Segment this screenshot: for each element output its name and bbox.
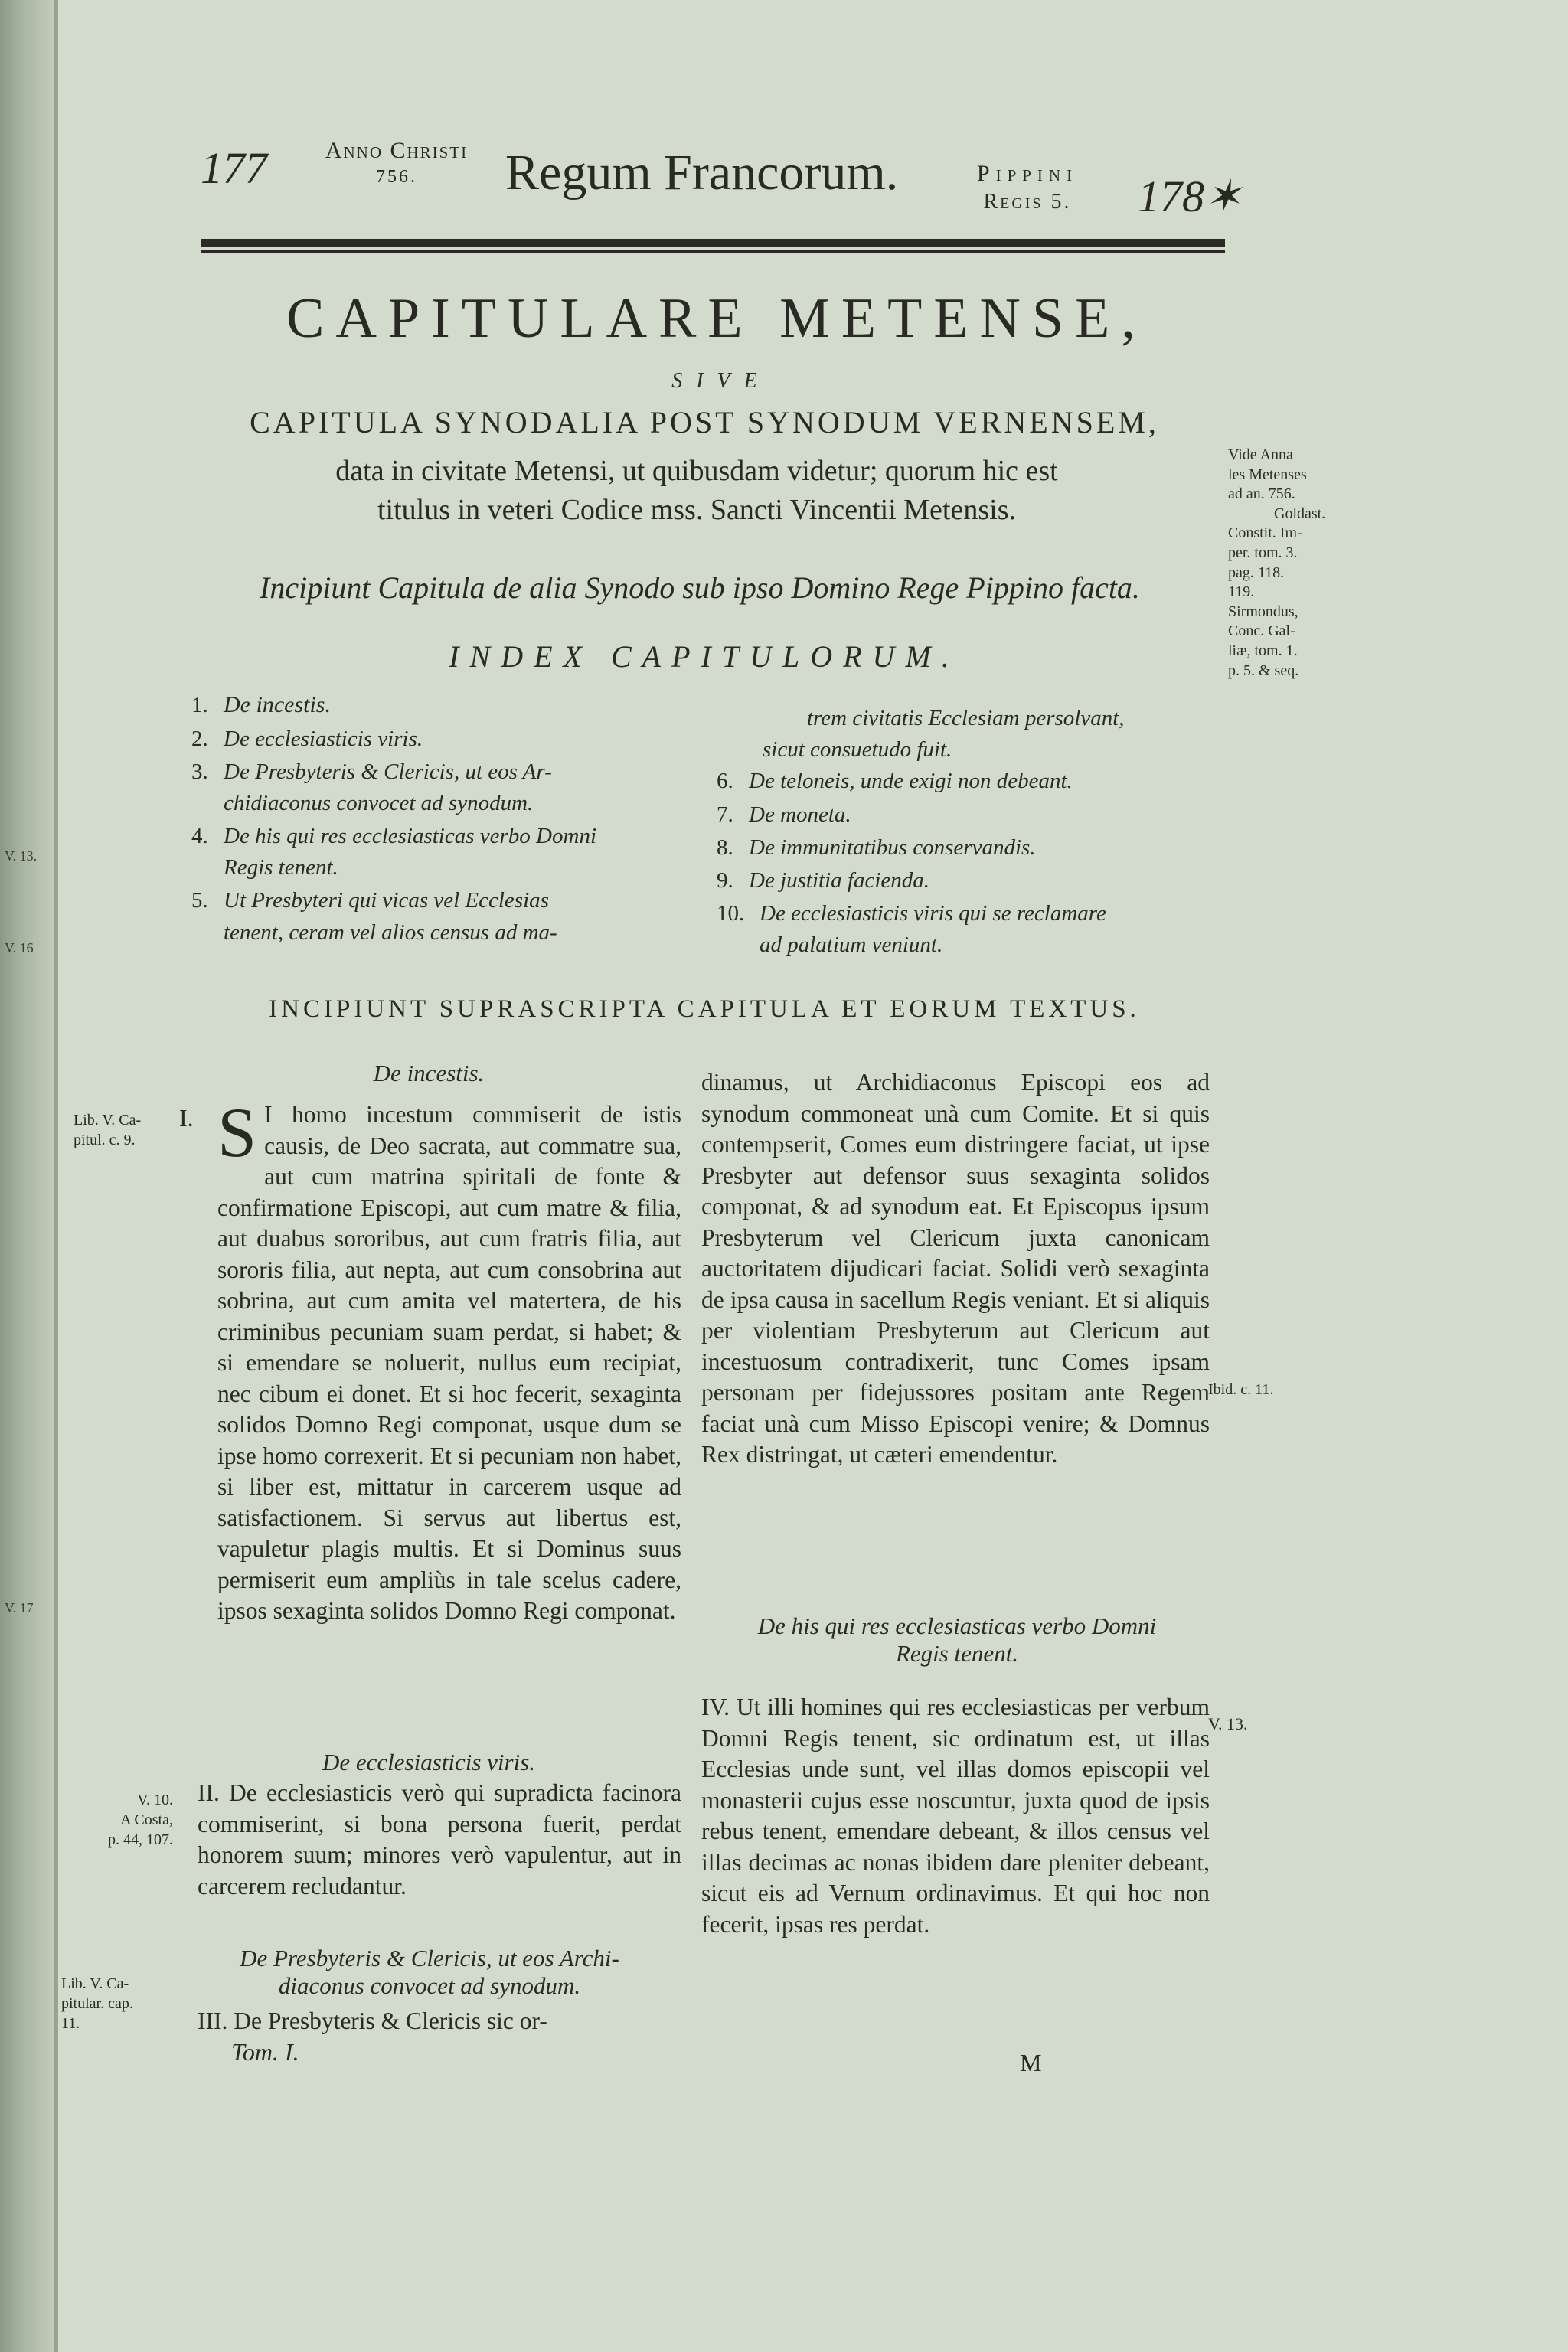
side-note-line: Sirmondus,	[1228, 603, 1298, 620]
margin-note	[74, 1790, 173, 1850]
chapter-2-text: II. De ecclesiasticis verò qui supradicta facinora commiserint, si bona persona fuerit, perdat honorem suum; minores verò vapulentur, aut in carcerem recludantur.	[198, 1779, 681, 1900]
index-number: 6.	[717, 769, 733, 794]
sive: SIVE	[671, 369, 771, 393]
index-text: De incestis.	[224, 692, 331, 717]
side-note-line: liæ, tom. 1.	[1228, 642, 1298, 659]
section-title	[173, 1945, 686, 2000]
section-title-line: diaconus convocet ad synodum.	[278, 1972, 581, 1999]
drop-cap: S	[217, 1093, 257, 1171]
index-text: De Presbyteris & Clericis, ut eos Ar-	[224, 759, 552, 784]
index-item	[191, 724, 697, 755]
margin-note-line: Lib. V. Ca-	[74, 1112, 142, 1129]
index-text: Ut Presbyteri qui vicas vel Ecclesias	[224, 888, 549, 913]
anno-christi	[297, 136, 496, 188]
main-title: CAPITULARE METENSE,	[286, 287, 1147, 350]
index-text-cont: trem civitatis Ecclesiam persolvant,	[807, 706, 1125, 730]
book-gutter	[0, 0, 55, 2352]
index-item	[191, 689, 697, 722]
paragraph: I homo incestum commiserit de istis causis, de Deo sacrata, aut commatre sua, aut cum matrina spiritali de fonte & confirmatione Episcopi, aut cum matre & filia, aut duabus sororibus, aut cum fratris filia, aut sororis filia, aut nepta, aut cum consobrina aut sobrina, aut cum amita vel matertera, de his criminibus pecuniam suam perdat, si habet; & si emendare se noluerit, nullus eum recipiat, nec cibum ei donet. Et si hoc fecerit, sexaginta solidos Domno Regi componat, usque dum se ipse homo correxerit. Et si pecuniam non habet, si liber est, mittatur in carcerem usque ad satisfactionem. Si servus aut libertus est, vapuletur plagis multis. Et si Dominus suus permiserit eum ampliùs in tale scelus cadere, ipsos sexaginta solidos Domno Regi componat.	[217, 1101, 681, 1624]
left-page-number: 177	[201, 143, 267, 193]
index-number: 4.	[191, 824, 208, 849]
section-title-line: De his qui res ecclesiasticas verbo Domni	[757, 1612, 1157, 1639]
subtitle: CAPITULA SYNODALIA POST SYNODUM VERNENSEM,	[250, 405, 1159, 439]
margin-note-line: 11.	[61, 2015, 80, 2032]
running-title: Regum Francorum.	[505, 145, 899, 201]
header-rule	[201, 239, 1225, 247]
index-text-cont: ad palatium veniunt.	[760, 933, 943, 958]
pippini-regis	[943, 159, 1112, 215]
description-line: titulus in veteri Codice mss. Sancti Vincentii Metensis.	[377, 494, 1016, 527]
chapter-1-text	[217, 1093, 681, 1627]
index-number: 1.	[191, 693, 208, 717]
margin-note	[61, 1974, 168, 2034]
index-text-cont: chidiaconus convocet ad synodum.	[224, 790, 534, 815]
index-item	[717, 898, 1237, 961]
index-item	[717, 832, 1237, 864]
right-page-number: 178✶	[1138, 172, 1242, 221]
index-item	[191, 885, 697, 948]
side-note-line: p. 5. & seq.	[1228, 662, 1299, 679]
side-note-line: Vide Anna	[1228, 446, 1293, 463]
margin-note: Ibid. c. 11.	[1208, 1381, 1274, 1398]
index-text: De justitia facienda.	[749, 867, 929, 893]
chapter-3-continuation: dinamus, ut Archidiaconus Episcopi eos ad synodum commoneat unà cum Comite. Et si quis contempserit, Comes eum distringere faciat, ut ipse Presbyter aut defensor suus sexaginta solidos componat, & ad synodum eat. Et Episcopus ipsum Presbyterum vel Clericum juxta canonicam auctoritatem dijudicari faciat. Solidi verò sexaginta de ipsa causa in sacellum Regis veniant. Et si aliquis per violentiam Presbyterum aut Clericum aut incestuosum contradixerit, tunc Comes ipsam personam per fidejussores positam ante Regem faciat unà cum Misso Episcopi venire; & Domnus Rex distringat, ut cæteri emendentur.	[701, 1069, 1210, 1468]
gutter-note: V. 17	[5, 1600, 34, 1615]
index-left-column	[191, 689, 697, 950]
index-text-cont: Regis tenent.	[224, 855, 338, 880]
anno-line-2: 756.	[376, 166, 417, 187]
header-rule-thin	[201, 250, 1225, 253]
side-note-line: per. tom. 3.	[1228, 544, 1298, 561]
index-number: 3.	[191, 759, 208, 784]
index-number: 10.	[717, 901, 745, 926]
margin-note	[74, 1110, 173, 1150]
index-item	[717, 766, 1237, 797]
index-number: 5.	[191, 888, 208, 913]
margin-note: V. 13.	[1208, 1714, 1248, 1733]
title-description	[199, 452, 1194, 531]
side-note-line: 119.	[1228, 583, 1255, 601]
index-item	[717, 799, 1237, 831]
side-note-line: ad an. 756.	[1228, 485, 1295, 503]
index-text: De ecclesiasticis viris.	[224, 726, 423, 751]
index-text: De ecclesiasticis viris qui se reclamare	[760, 901, 1106, 926]
margin-note-line: pitular. cap.	[61, 1995, 133, 2012]
index-text: De his qui res ecclesiasticas verbo Domni	[224, 824, 596, 849]
side-note-line: pag. 118.	[1228, 564, 1285, 581]
index-number: 2.	[191, 726, 208, 751]
pippini-line-1: Pippini	[976, 161, 1079, 186]
margin-note-line: pitul. c. 9.	[74, 1132, 136, 1148]
index-text: De moneta.	[749, 802, 851, 827]
index-text-cont: sicut consuetudo fuit.	[763, 737, 952, 763]
section-title-line: De Presbyteris & Clericis, ut eos Archi-	[240, 1945, 619, 1971]
chapter-number: I.	[179, 1104, 194, 1132]
margin-note-line: Lib. V. Ca-	[61, 1975, 129, 1992]
index-number: 8.	[717, 835, 733, 860]
index-item	[191, 756, 697, 819]
suprascripta-heading: INCIPIUNT SUPRASCRIPTA CAPITULA ET EORUM TEXTUS.	[269, 995, 1140, 1023]
side-note-line: les Metenses	[1228, 466, 1307, 483]
section-title-line: Regis tenent.	[895, 1640, 1019, 1667]
side-note-line: Constit. Im-	[1228, 524, 1302, 542]
section-title: De incestis.	[373, 1060, 485, 1086]
side-note-line: Goldast.	[1274, 505, 1326, 522]
side-note	[1228, 446, 1358, 681]
margin-note-line: V. 10.	[137, 1792, 173, 1808]
volume-signature: Tom. I.	[231, 2038, 299, 2066]
index-number: 7.	[717, 802, 733, 827]
index-item	[191, 821, 697, 884]
section-title: De ecclesiasticis viris.	[322, 1749, 536, 1775]
index-number: 9.	[717, 867, 733, 893]
margin-note-line: A Costa,	[120, 1811, 173, 1828]
chapter-3-text: III. De Presbyteris & Clericis sic or-	[198, 2007, 547, 2034]
description-line: data in civitate Metensi, ut quibusdam videtur; quorum hic est	[335, 455, 1058, 487]
pippini-line-2: Regis 5.	[983, 189, 1072, 214]
signature-mark: M	[1020, 2049, 1042, 2076]
gutter-note: V. 13.	[5, 848, 38, 864]
index-right-column	[717, 703, 1237, 962]
margin-note-line: p. 44, 107.	[108, 1831, 173, 1848]
section-title	[697, 1612, 1217, 1668]
index-text: De immunitatibus conservandis.	[749, 835, 1036, 860]
incipiunt-heading: Incipiunt Capitula de alia Synodo sub ipso Domino Rege Pippino facta.	[260, 570, 1140, 605]
anno-line-1: Anno Christi	[325, 138, 469, 163]
index-title: INDEX CAPITULORUM.	[449, 639, 960, 674]
index-text-cont: tenent, ceram vel alios census ad ma-	[224, 920, 557, 945]
chapter-4-text: IV. Ut illi homines qui res ecclesiasticas per verbum Domni Regis tenent, sic ordinatum est, ut illas Ecclesias unde sunt, vel illas domos episcopii vel monasterii cujus esse noscuntur, juxta quod de ipsis rebus tenent, emendare debeant, & illos census vel illas decimas ac nonas ibidem dare pleniter debeant, sicut eis ad Vernum ordinavimus. Et qui hoc non fecerit, ipsas res perdat.	[701, 1694, 1210, 1938]
index-item	[717, 865, 1237, 897]
gutter-note: V. 16	[5, 940, 34, 956]
side-note-line: Conc. Gal-	[1228, 622, 1295, 640]
index-text: De teloneis, unde exigi non debeant.	[749, 769, 1073, 794]
